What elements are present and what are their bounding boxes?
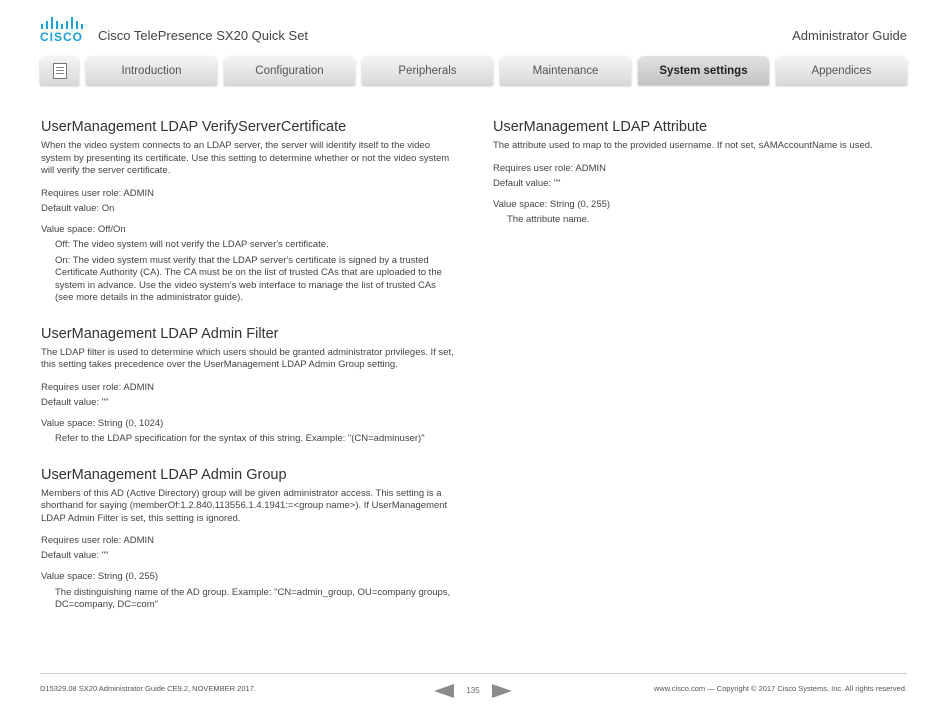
value-space-item: Off: The video system will not verify the LDAP server's certificate. [55,239,329,250]
setting-value-space: Value space: String (0, 1024) [41,417,164,429]
footer-divider [40,673,907,674]
setting-description: Members of this AD (Active Directory) group will be given administrator access. This setting is a shorthand for saying (memberOf:1.2.840.113556.1.4.1941:=<group name>). If UserManagement LDAP Admin Filter is set, this setting is ignored. [41,487,448,524]
setting-user-role: Requires user role: ADMIN [493,162,606,174]
previous-page-arrow-icon[interactable] [434,684,454,698]
setting-section [41,118,456,305]
cisco-logo-text: CISCO [40,30,84,44]
footer-copyright: www.cisco.com — Copyright © 2017 Cisco Systems, Inc. All rights reserved. [653,684,907,693]
setting-default-value: Default value: On [41,202,115,214]
tab-appendices[interactable]: Appendices [776,56,907,85]
next-page-arrow-icon[interactable] [492,684,512,698]
tab-introduction[interactable]: Introduction [86,56,217,85]
footer-doc-id: D15329.08 SX20 Administrator Guide CE9.2, NOVEMBER 2017. [40,684,256,693]
value-space-item: On: The video system must verify that the LDAP server's certificate is signed by a trusted Certificate Authority (CA). The CA must be on the list of trusted CAs that are uploaded to the system in advance. Use the video system's web interface to manage the list of trusted CAs (see more details in the administrator guide). [55,254,442,303]
tab-configuration[interactable]: Configuration [224,56,355,85]
tab-maintenance[interactable]: Maintenance [500,56,631,85]
pager [434,684,514,698]
right-column [493,118,908,247]
setting-user-role: Requires user role: ADMIN [41,535,154,546]
setting-default-value: Default value: "" [493,177,561,189]
page-header [0,0,950,52]
setting-value-space: Value space: String (0, 255) [493,198,611,210]
setting-user-role: Requires user role: ADMIN [41,381,154,393]
setting-value-space: Value space: String (0, 255) [41,571,159,582]
tab-system-settings[interactable]: System settings [638,56,769,85]
setting-section [493,118,908,227]
setting-section [41,466,456,612]
setting-title: UserManagement LDAP Attribute [493,119,708,135]
value-space-item: The distinguishing name of the AD group. Example: "CN=admin_group, OU=company groups, DC=company, DC=com" [55,586,451,610]
tab-bar [40,56,907,85]
tab-peripherals[interactable]: Peripherals [362,56,493,85]
cisco-logo-bars-icon [41,16,86,29]
left-column [41,118,456,632]
setting-description: When the video system connects to an LDAP server, the server will identify itself to the video system by presenting its certificate. Use this setting to determine whether or not the video system will verify the server certificate. [41,140,450,176]
setting-value-space: Value space: Off/On [41,223,126,235]
page-number: 135 [466,686,480,695]
setting-default-value: Default value: "" [41,396,109,408]
product-title: Cisco TelePresence SX20 Quick Set [98,28,309,43]
setting-section [41,325,456,446]
setting-title: UserManagement LDAP Admin Filter [41,325,279,342]
setting-user-role: Requires user role: ADMIN [41,187,154,199]
document-icon [53,63,67,79]
setting-default-value: Default value: "" [41,550,109,561]
setting-description: The LDAP filter is used to determine which users should be granted administrator privileges. If set, this setting takes precedence over the UserManagement LDAP Admin Group setting. [41,346,454,370]
guide-title: Administrator Guide [792,28,907,43]
setting-description: The attribute used to map to the provided username. If not set, sAMAccountName is used. [493,140,873,151]
setting-title: UserManagement LDAP VerifyServerCertificate [41,119,347,135]
value-space-item: Refer to the LDAP specification for the syntax of this string. Example: "(CN=adminuser)" [55,433,425,444]
setting-title: UserManagement LDAP Admin Group [41,466,287,483]
tab-contents[interactable] [40,56,79,85]
value-space-item: The attribute name. [507,214,590,225]
cisco-logo [40,16,86,44]
